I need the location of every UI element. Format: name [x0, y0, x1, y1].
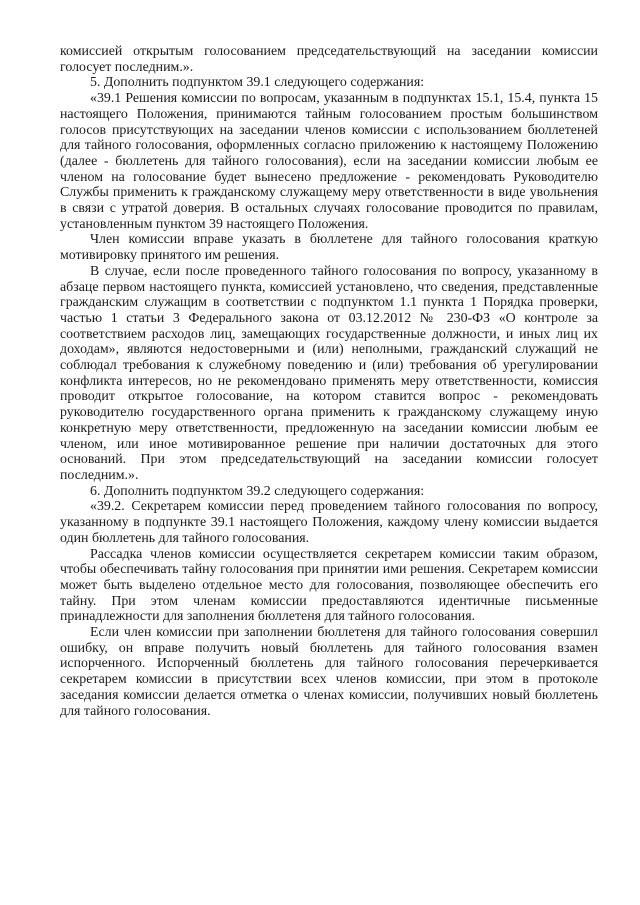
paragraph-item-6-heading: 6. Дополнить подпунктом 39.2 следующего содержания: [90, 483, 425, 499]
paragraph-39-2: «39.2. Секретарем комиссии перед проведением тайного голосования по вопросу, указанному в подпункте 39.1 настоящего Положения, каждому члену комиссии выдается один бюллетень для тайного голосования. [60, 499, 598, 546]
paragraph-39-1-motivation: Член комиссии вправе указать в бюллетене для тайного голосования краткую мотивировку принятого им решения. [60, 232, 598, 264]
document-page [60, 44, 598, 719]
paragraph-39-2-seating: Рассадка членов комиссии осуществляется секретарем комиссии таким образом, чтобы обеспечивать тайну голосования при принятии ими решения. Секретарем комиссии может быть выделено отдельное место для голосования, позволяющее обеспечить его тайну. При этом членам комиссии предоставляются идентичные письменные принадлежности для заполнения бюллетеня для тайного голосования. [60, 546, 598, 625]
paragraph-continuation: комиссией открытым голосованием председательствующий на заседании комиссии голосует последним.». [60, 44, 598, 75]
paragraph-39-2-spoiled-ballot: Если член комиссии при заполнении бюллетеня для тайного голосования совершил ошибку, он вправе получить новый бюллетень для тайного голосования взамен испорченного. Испорченный бюллетень для тайного голосования перечеркивается секретарем комиссии в присутствии всех членов комиссии, при этом в протоколе заседания комиссии делается отметка о членах комиссии, получивших новый бюллетень для тайного голосования. [60, 625, 598, 719]
paragraph-39-1: «39.1 Решения комиссии по вопросам, указанным в подпунктах 15.1, 15.4, пункта 15 настоящего Положения, принимаются тайным голосованием простым большинством голосов присутствующих на заседании членов комиссии с использованием бюллетеней для тайного голосования, оформленных согласно приложению к настоящему Положению (далее - бюллетень для тайного голосования), если на заседании комиссии любым ее членом на голосование будет вынесено предложение - рекомендовать Руководителю Службы применить к гражданскому служащему меру ответственности в виде увольнения в связи с утратой доверия. В остальных случаях голосование проводится по правилам, установленным пунктом 39 настоящего Положения. [60, 91, 598, 232]
paragraph-item-5-heading: 5. Дополнить подпунктом 39.1 следующего содержания: [90, 75, 425, 91]
paragraph-39-1-open-vote: В случае, если после проведенного тайного голосования по вопросу, указанному в абзаце первом настоящего пункта, комиссией установлено, что сведения, представленные гражданским служащим в соответствии с подпунктом 1.1 пункта 1 Порядка проверки, частью 1 статьи 3 Федерального закона от 03.12.2012 № 230-ФЗ «О контроле за соответствием расходов лиц, замещающих государственные должности, и иных лиц их доходам», являются недостоверными и (или) неполными, гражданский служащий не соблюдал требования к служебному поведению и (или) требования об урегулировании конфликта интересов, но не рекомендовано применять меру ответственности, комиссия проводит открытое голосование, на котором ставится вопрос - рекомендовать руководителю государственного органа применить к гражданскому служащему иную конкретную меру ответственности, предложенную на заседании комиссии любым ее членом, или иное мотивированное решение при наличии достаточных для этого оснований. При этом председательствующий на заседании комиссии голосует последним.». [60, 263, 598, 483]
